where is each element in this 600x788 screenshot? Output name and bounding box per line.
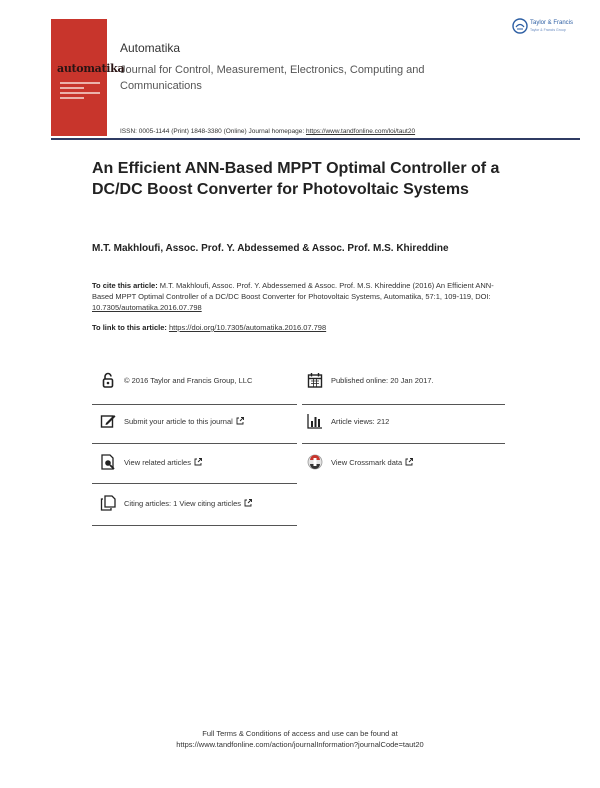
issn-line <box>120 128 415 135</box>
article-authors: M.T. Makhloufi, Assoc. Prof. Y. Abdessemed & Assoc. Prof. M.S. Khireddine <box>92 243 449 254</box>
external-link-icon <box>194 458 202 466</box>
external-link-icon <box>236 417 244 425</box>
external-link-icon <box>244 499 252 507</box>
article-views-text: Article views: 212 <box>331 416 390 426</box>
copy-documents-icon <box>100 495 116 511</box>
header-divider <box>51 138 580 140</box>
info-divider <box>302 404 505 405</box>
info-divider <box>92 483 297 484</box>
publisher-logo-icon <box>512 18 528 34</box>
publisher-name: Taylor & Francis <box>530 20 574 26</box>
submit-article-text: Submit your article to this journal <box>124 416 233 426</box>
publisher-tagline: Taylor & Francis Group <box>530 28 566 32</box>
calendar-icon <box>307 372 323 388</box>
published-item <box>307 372 434 388</box>
related-articles-text: View related articles <box>124 457 191 467</box>
copyright-text: © 2016 Taylor and Francis Group, LLC <box>124 375 253 385</box>
external-link-icon <box>405 458 413 466</box>
citing-articles-text: Citing articles: 1 View citing articles <box>124 498 241 508</box>
publisher-logo-text <box>530 20 573 34</box>
citing-articles-link[interactable] <box>100 495 252 511</box>
citation-text: M.T. Makhloufi, Assoc. Prof. Y. Abdessemed & Assoc. Prof. M.S. Khireddine (2016) An Efficient ANN-Based MPPT Optimal Controller of a DC/DC Boost Converter for Photovoltaic Systems, Automatika, 57:1, 109-119, DOI: <box>92 281 494 301</box>
info-divider <box>92 443 297 444</box>
bar-chart-icon <box>307 413 323 429</box>
copyright-item <box>100 372 252 388</box>
journal-cover-image <box>51 19 125 136</box>
footer-terms-link[interactable]: https://www.tandfonline.com/action/journalInformation?journalCode=taut20 <box>176 740 424 749</box>
journal-name: Automatika <box>120 41 181 55</box>
info-divider <box>92 525 297 526</box>
issn-text: ISSN: 0005-1144 (Print) 1848-3380 (Online) Journal homepage: <box>120 128 306 135</box>
citation-label: To cite this article: <box>92 281 158 290</box>
article-link-label: To link to this article: <box>92 323 169 332</box>
article-title: An Efficient ANN-Based MPPT Optimal Controller of a DC/DC Boost Converter for Photovoltaic Systems <box>92 160 500 198</box>
citation-block <box>92 280 512 313</box>
citation-doi-link[interactable]: 10.7305/automatika.2016.07.798 <box>92 303 202 312</box>
info-divider <box>302 443 505 444</box>
cover-decoration <box>60 79 100 102</box>
journal-subtitle: Journal for Control, Measurement, Electronics, Computing and Communications <box>120 64 425 92</box>
journal-homepage-link[interactable]: https://www.tandfonline.com/loi/taut20 <box>305 128 416 135</box>
cover-title: automatika <box>57 62 125 75</box>
published-date-text: Published online: 20 Jan 2017. <box>331 375 434 385</box>
footer-terms-text: Full Terms & Conditions of access and use can be found at <box>202 729 398 738</box>
article-link-line <box>92 323 326 332</box>
crossmark-link[interactable] <box>307 454 413 470</box>
article-doi-link[interactable]: https://doi.org/10.7305/automatika.2016.07.798 <box>168 323 327 332</box>
related-articles-link[interactable] <box>100 454 202 470</box>
document-search-icon <box>100 454 116 470</box>
publisher-logo[interactable] <box>512 18 584 36</box>
submit-article-link[interactable] <box>100 413 244 429</box>
open-access-lock-icon <box>100 372 116 388</box>
crossmark-text: View Crossmark data <box>331 457 403 467</box>
article-views-item <box>307 413 389 429</box>
info-divider <box>92 404 297 405</box>
footer <box>0 728 600 750</box>
crossmark-icon <box>307 454 323 470</box>
edit-icon <box>100 413 116 429</box>
